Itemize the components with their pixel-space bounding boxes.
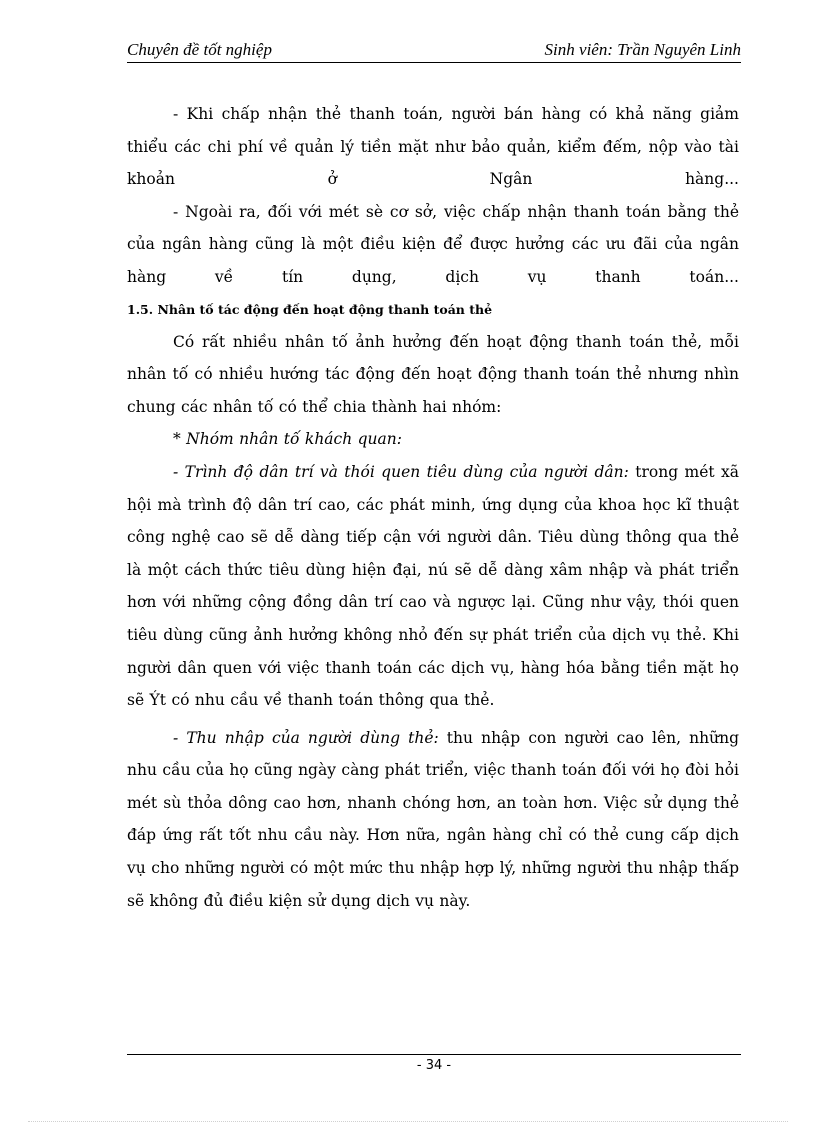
paragraph-bank-incentives: - Ngoài ra, đối với mét sè cơ sở, việc chấp nhận thanh toán bằng thẻ của ngân hàng cũng là một điều kiện để được hưởng các ưu đãi của ngân hàng về tín dụng, dịch vụ thanh toán...: [127, 202, 739, 286]
page-number: - 34 -: [416, 1058, 452, 1073]
header-document-title: Chuyên đề tốt nghiệp: [127, 40, 272, 59]
page-body: [127, 98, 739, 917]
paragraph-income: [127, 722, 739, 918]
education-habits-title: - Trình độ dân trí và thói quen tiêu dùng của người dân:: [173, 462, 629, 481]
paragraph-factors-intro: Có rất nhiều nhân tố ảnh hưởng đến hoạt động thanh toán thẻ, mỗi nhân tố có nhiều hướng tác động đến hoạt động thanh toán thẻ nhưng nhìn chung các nhân tố có thể chia thành hai nhóm:: [127, 332, 739, 416]
page-header: [127, 38, 741, 63]
paragraph-objective-factors-label: * Nhóm nhân tố khách quan:: [173, 430, 402, 449]
header-student-name: Sinh viên: Trần Nguyên Linh: [544, 40, 741, 59]
education-habits-text: trong mét xã hội mà trình độ dân trí cao, các phát minh, ứng dụng của khoa học kĩ thuật công nghệ cao sẽ dễ dàng tiếp cận với người dân. Tiêu dùng thông qua thẻ là một cách thức tiêu dùng hiện đại, nú sẽ dễ dàng xâm nhập và phát triển hơn với những cộng đồng dân trí cao và ngược lại. Cũng như vậy, thói quen tiêu dùng cũng ảnh hưởng không nhỏ đến sự phát triển của dịch vụ thẻ. Khi người dân quen với việc thanh toán các dịch vụ, hàng hóa bằng tiền mặt họ sẽ Ýt có nhu cầu về thanh toán thông qua thẻ.: [127, 462, 739, 710]
section-heading: 1.5. Nhân tố tác động đến hoạt động thanh toán thẻ: [127, 301, 493, 317]
paragraph-card-acceptance-costs: - Khi chấp nhận thẻ thanh toán, người bán hàng có khả năng giảm thiểu các chi phí về quản lý tiền mặt như bảo quản, kiểm đếm, nộp vào tài khoản ở Ngân hàng...: [127, 105, 739, 189]
income-text: thu nhập con người cao lên, những nhu cầu của họ cũng ngày càng phát triển, việc thanh toán đối với họ đòi hỏi mét sù thỏa dông cao hơn, nhanh chóng hơn, an toàn hơn. Việc sử dụng thẻ đáp ứng rất tốt nhu cầu này. Hơn nữa, ngân hàng chỉ có thẻ cung cấp dịch vụ cho những người có một mức thu nhập hợp lý, những người thu nhập thấp sẽ không đủ điều kiện sử dụng dịch vụ này.: [127, 728, 739, 910]
footer-divider: [127, 1054, 741, 1055]
paragraph-education-habits: [127, 456, 739, 717]
income-title: - Thu nhập của người dùng thẻ:: [173, 728, 439, 747]
page-bottom-edge: [28, 1121, 788, 1122]
